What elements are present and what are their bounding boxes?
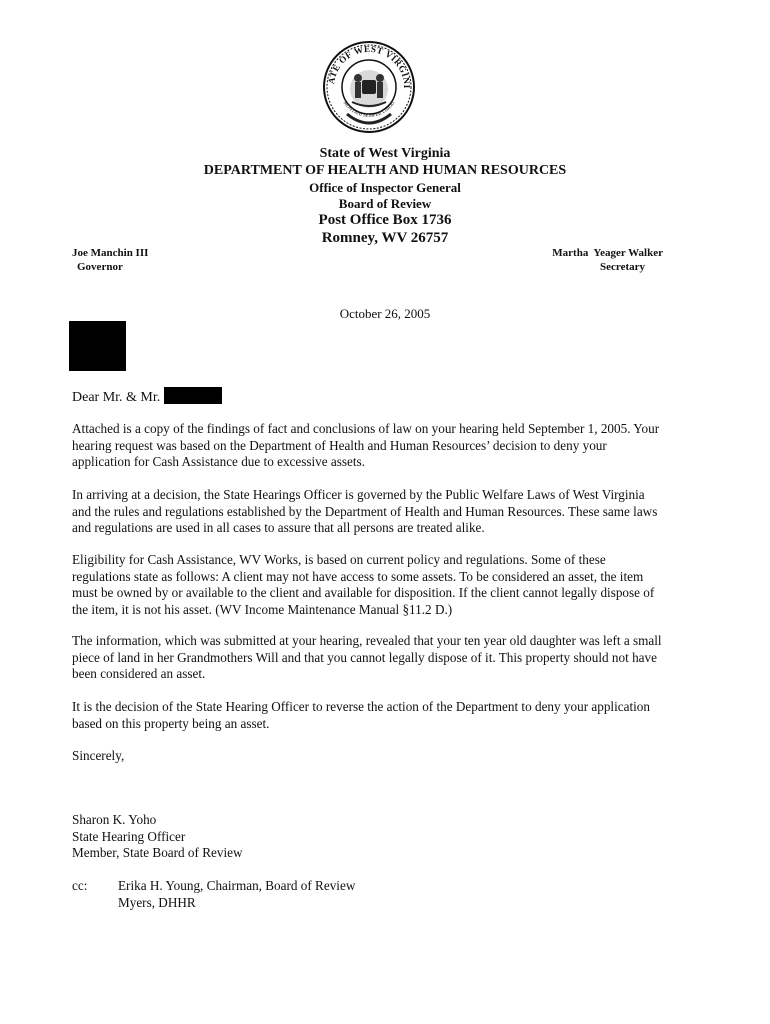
text-line: application for Cash Assistance due to excessive assets. [72, 454, 365, 469]
text-line: the item, it is not his asset. (WV Income Maintenance Manual §11.2 D.) [72, 601, 453, 617]
letter-date: October 26, 2005 [339, 306, 431, 321]
paragraph-decision [72, 699, 702, 732]
text-line: must be owned by or available to the client and available for disposition. If the client cannot legally dispose of [72, 585, 655, 600]
text-line: been considered an asset. [72, 666, 206, 681]
text-line: regulations state as follows: A client may not have access to some assets. To be considered an asset, the item [72, 568, 644, 584]
header-office: Office of Inspector General [309, 180, 461, 195]
secretary-name: Martha Yeager Walker [552, 247, 663, 259]
governor-block [72, 246, 148, 274]
salutation-text: Dear Mr. & Mr. [72, 390, 161, 405]
header-board: Board of Review [338, 196, 432, 211]
state-seal [322, 40, 416, 134]
paragraph-eligibility [72, 552, 702, 618]
text-line: piece of land in her Grandmothers Will and that you cannot legally dispose of it. This property should not have [72, 649, 657, 665]
cc-recipient: Erika H. Young, Chairman, Board of Review [118, 878, 356, 893]
text-line: and the rules and regulations established by the Department of Health and Human Resources. These same laws [72, 503, 658, 519]
governor-title: Governor [77, 261, 123, 273]
seal-text: ATE OF WEST VIRGINI [326, 43, 413, 89]
governor-name: Joe Manchin III [72, 247, 149, 259]
signer-title: State Hearing Officer [72, 828, 186, 844]
seal-graphic [322, 40, 416, 134]
seal-motto: MONTANI SEMPER LIBERI [341, 100, 397, 119]
redacted-name [164, 387, 222, 404]
paragraph-information [72, 633, 702, 683]
salutation [72, 387, 222, 406]
text-line: It is the decision of the State Hearing Officer to reverse the action of the Department to deny your application [72, 699, 650, 714]
signature-block [72, 812, 243, 862]
paragraph-governance [72, 487, 702, 537]
cc-label: cc: [72, 878, 88, 893]
secretary-title: Secretary [600, 261, 645, 273]
header-city: Romney, WV 26757 [321, 230, 449, 246]
text-line: Eligibility for Cash Assistance, WV Works, is based on current policy and regulations. Some of these [72, 552, 606, 567]
cc-recipient: Myers, DHHR [118, 894, 196, 910]
paragraph-findings [72, 421, 702, 471]
text-line: In arriving at a decision, the State Hearings Officer is governed by the Public Welfare Laws of West Virginia [72, 487, 645, 502]
header-po-box: Post Office Box 1736 [318, 212, 452, 228]
text-line: and regulations are used in all cases to assure that all persons are treated alike. [72, 520, 485, 535]
redacted-address [69, 321, 126, 371]
secretary-block [552, 246, 663, 274]
text-line: based on this property being an asset. [72, 715, 270, 731]
text-line: The information, which was submitted at your hearing, revealed that your ten year old daughter was left a small [72, 633, 662, 648]
signer-member: Member, State Board of Review [72, 845, 243, 860]
closing: Sincerely, [72, 748, 125, 763]
cc-recipients [118, 878, 355, 911]
header-state: State of West Virginia [319, 146, 451, 161]
text-line: hearing request was based on the Department of Health and Human Resources’ decision to deny your [72, 437, 607, 453]
header-department: DEPARTMENT OF HEALTH AND HUMAN RESOURCES [203, 163, 567, 178]
signer-name: Sharon K. Yoho [72, 812, 157, 827]
text-line: Attached is a copy of the findings of fact and conclusions of law on your hearing held September 1, 2005. Your [72, 421, 660, 436]
